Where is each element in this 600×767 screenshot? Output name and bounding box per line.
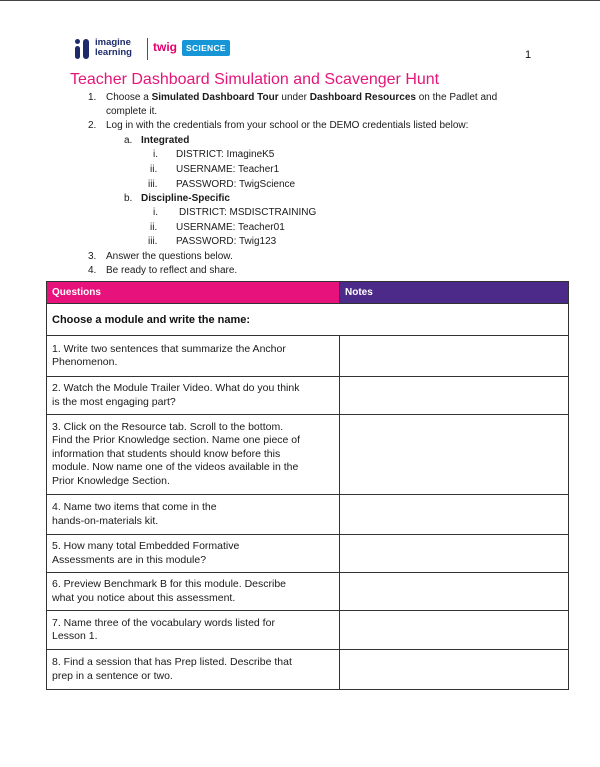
question-2: 2. Watch the Module Trailer Video. What do you think is the most engaging part?	[47, 377, 340, 415]
page-number: 1	[525, 49, 532, 61]
notes-cell-8[interactable]	[340, 650, 569, 690]
module-name-prompt[interactable]: Choose a module and write the name:	[47, 304, 569, 336]
page-top-border	[0, 0, 600, 1]
sub-b-ii-num: ii.	[150, 222, 158, 233]
notes-cell-7[interactable]	[340, 611, 569, 650]
table-header-row	[47, 282, 569, 304]
sub-a-district: DISTRICT: ImagineK5	[176, 149, 275, 160]
step-2-text: Log in with the credentials from your school or the DEMO credentials listed below:	[106, 120, 469, 131]
sub-a-letter: a.	[124, 135, 133, 146]
notes-cell-5[interactable]	[340, 535, 569, 573]
imagine-learning-wordmark: imagine learning	[95, 37, 132, 58]
sub-b-i-num: i.	[153, 207, 158, 218]
sub-b-label: Discipline-Specific	[141, 193, 230, 204]
sub-a-username: USERNAME: Teacher1	[176, 164, 280, 175]
sub-b-iii-num: iii.	[148, 236, 158, 247]
question-5: 5. How many total Embedded Formative Assessments are in this module?	[47, 535, 340, 573]
sub-b-letter: b.	[124, 193, 133, 204]
sub-a-label: Integrated	[141, 135, 190, 146]
imagine-learning-logo	[73, 36, 143, 62]
sub-a-i-num: i.	[153, 149, 158, 160]
table-row	[47, 377, 569, 415]
questions-table	[46, 281, 569, 690]
sub-b-district: DISTRICT: MSDISCTRAINING	[179, 207, 317, 218]
sub-a-ii-num: ii.	[150, 164, 158, 175]
table-row	[47, 650, 569, 690]
notes-cell-2[interactable]	[340, 377, 569, 415]
notes-cell-4[interactable]	[340, 495, 569, 535]
twig-logo-text: twig	[153, 40, 177, 54]
step-1-text: Choose a Simulated Dashboard Tour under Dashboard Resources on the Padlet and	[106, 92, 498, 103]
table-row	[47, 495, 569, 535]
page-title: Teacher Dashboard Simulation and Scavenger Hunt	[70, 71, 440, 88]
table-row	[47, 611, 569, 650]
sub-a-iii-num: iii.	[148, 179, 158, 190]
imagine-learning-mark-icon	[73, 39, 93, 59]
sub-b-password: PASSWORD: Twig123	[176, 236, 277, 247]
step-3-number: 3.	[88, 251, 97, 262]
step-1-number: 1.	[88, 92, 97, 103]
science-logo-badge: SCIENCE	[182, 40, 230, 56]
step-2-number: 2.	[88, 120, 97, 131]
step-1-text-cont: complete it.	[106, 106, 158, 117]
step-4-text: Be ready to reflect and share.	[106, 265, 238, 276]
question-8: 8. Find a session that has Prep listed. Describe that prep in a sentence or two.	[47, 650, 340, 690]
question-1: 1. Write two sentences that summarize the Anchor Phenomenon.	[47, 336, 340, 377]
questions-column-header: Questions	[47, 282, 340, 304]
step-3-text: Answer the questions below.	[106, 251, 233, 262]
notes-column-header: Notes	[340, 282, 569, 304]
table-row	[47, 535, 569, 573]
question-4: 4. Name two items that come in the hands-on-materials kit.	[47, 495, 340, 535]
notes-cell-3[interactable]	[340, 415, 569, 495]
sub-b-username: USERNAME: Teacher01	[176, 222, 285, 233]
question-6: 6. Preview Benchmark B for this module. Describe what you notice about this assessment.	[47, 573, 340, 611]
question-3: 3. Click on the Resource tab. Scroll to the bottom. Find the Prior Knowledge section. Name one piece of information that students should know before this module. Now name one of the videos available in the Prior Knowledge Section.	[47, 415, 340, 495]
step-4-number: 4.	[88, 265, 97, 276]
table-row	[47, 415, 569, 495]
notes-cell-1[interactable]	[340, 336, 569, 377]
sub-a-password: PASSWORD: TwigScience	[176, 179, 296, 190]
module-name-row	[47, 304, 569, 336]
logo-divider	[147, 38, 148, 60]
notes-cell-6[interactable]	[340, 573, 569, 611]
question-7: 7. Name three of the vocabulary words listed for Lesson 1.	[47, 611, 340, 650]
table-row	[47, 573, 569, 611]
table-row	[47, 336, 569, 377]
